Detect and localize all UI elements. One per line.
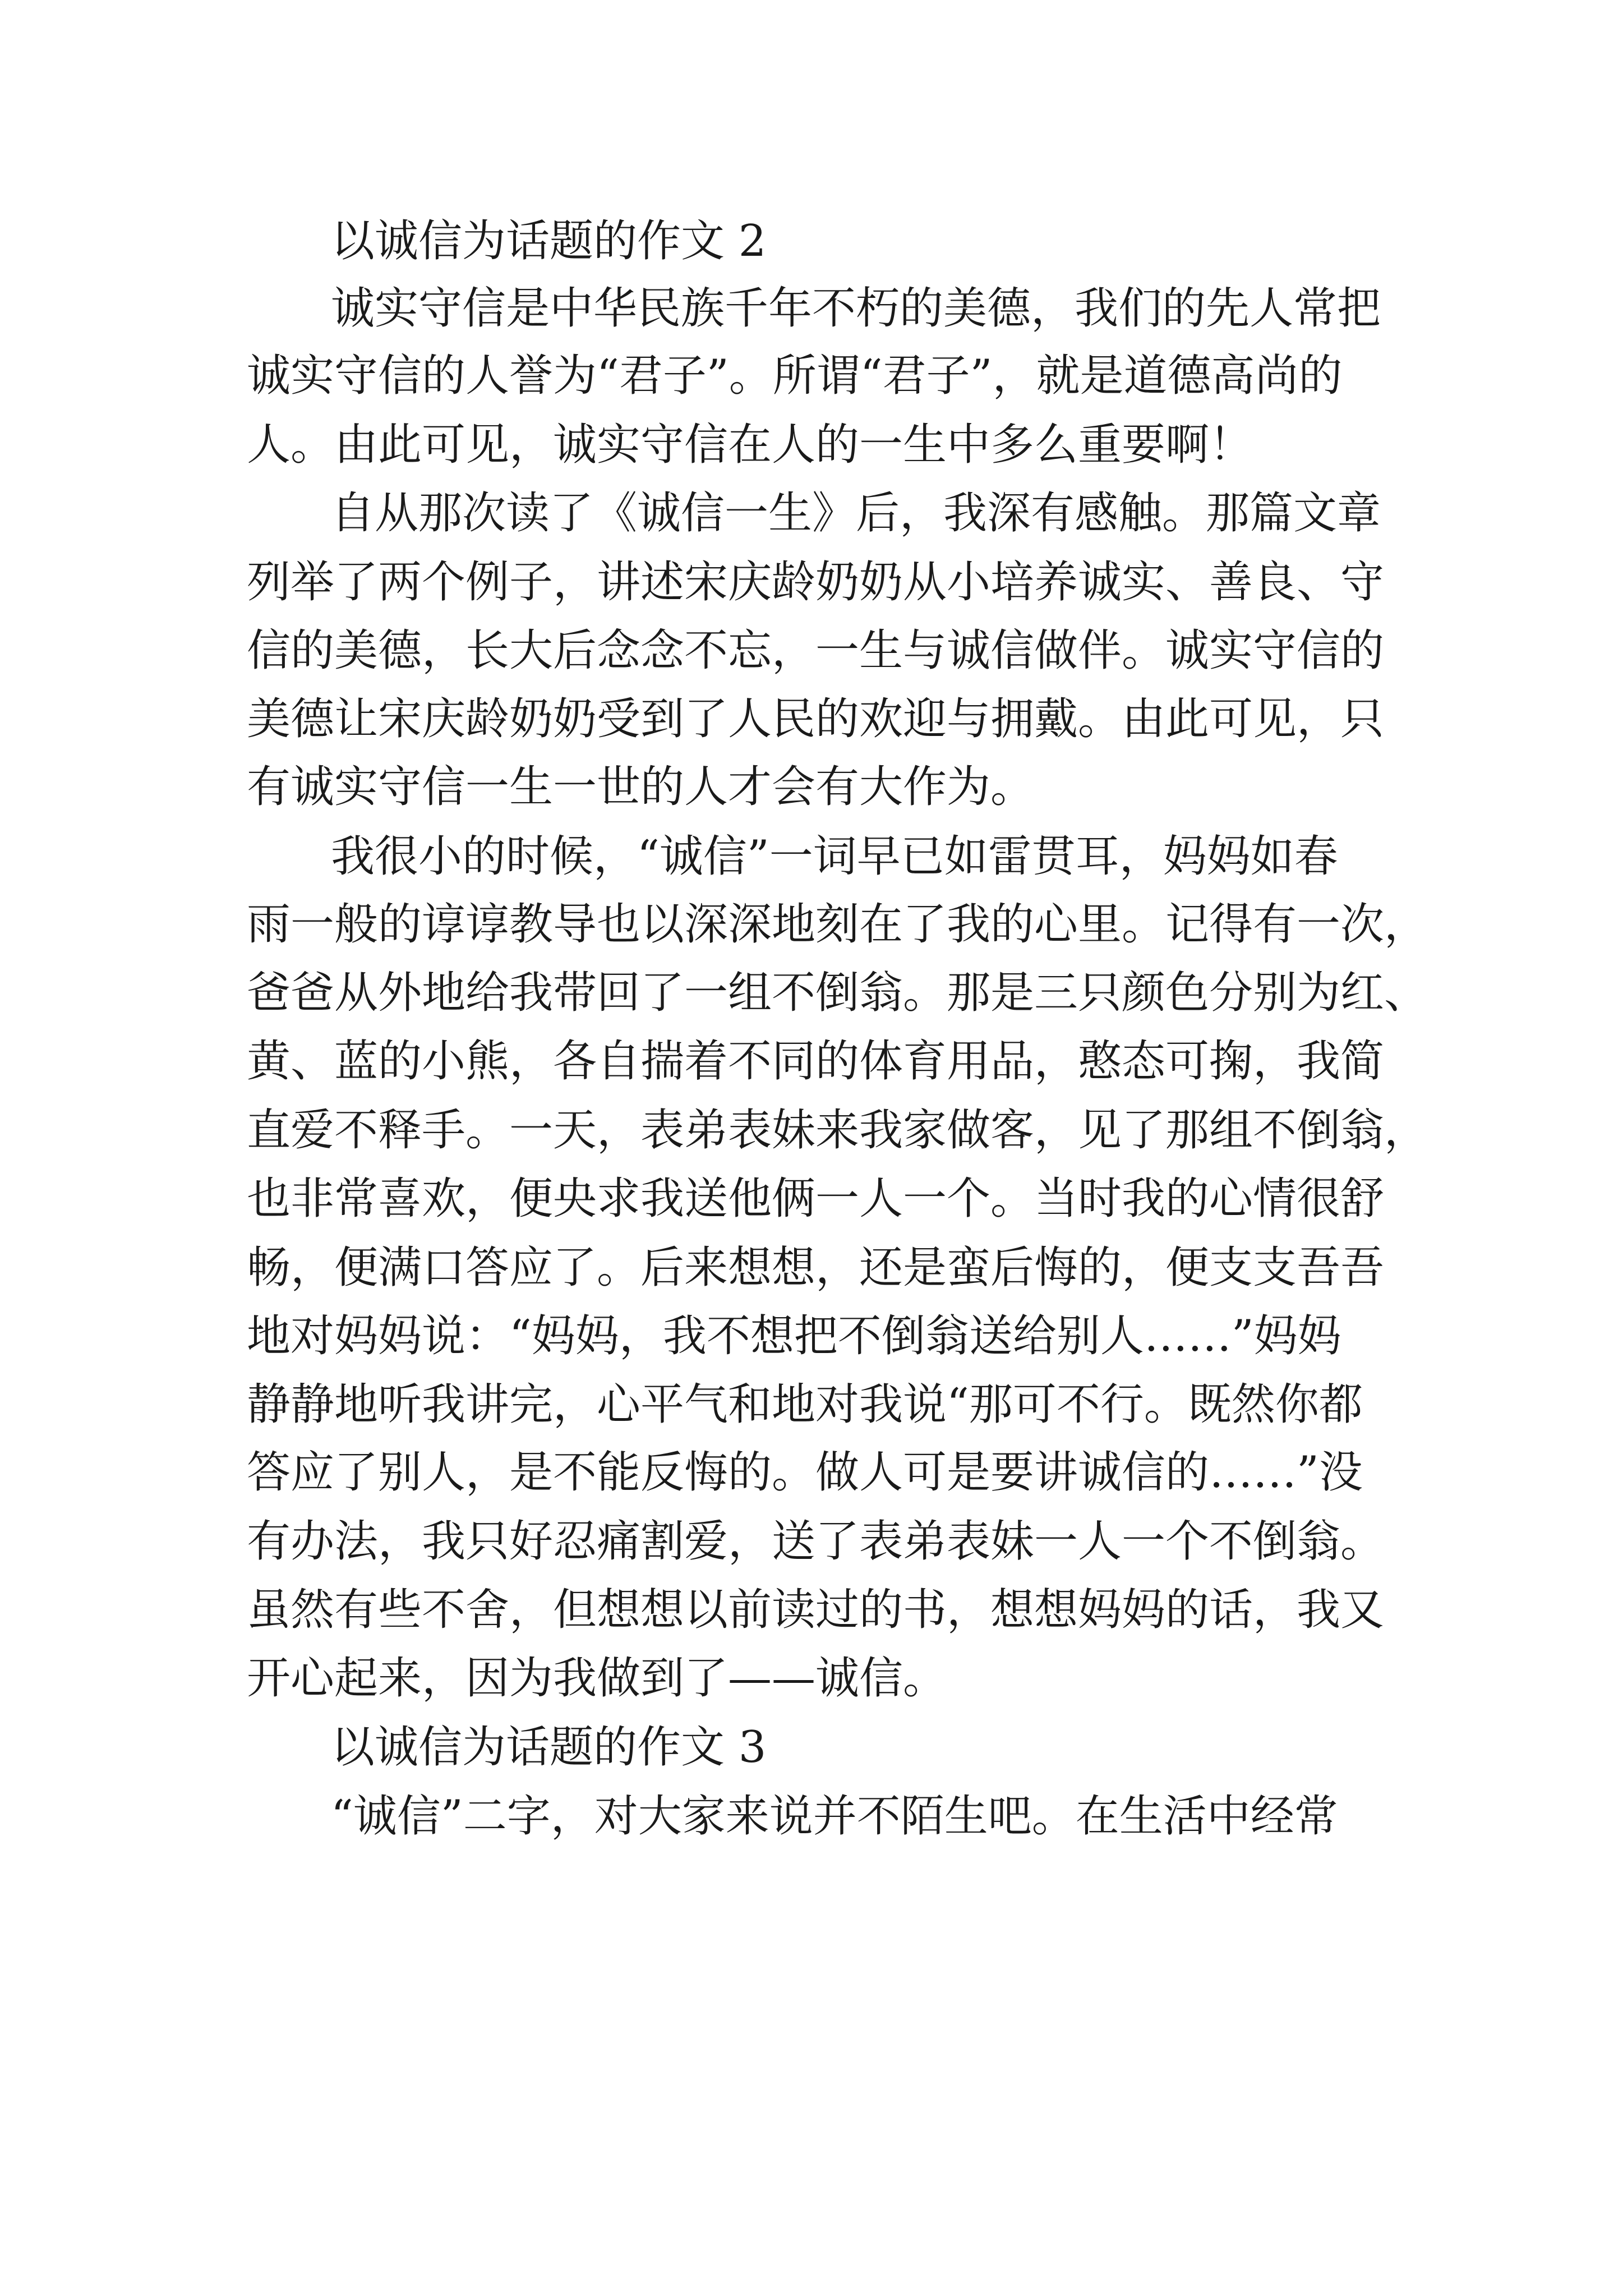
text-line: 畅，便满口答应了。后来想想，还是蛮后悔的，便支支吾吾 bbox=[247, 1243, 1385, 1293]
text-line: 列举了两个例子，讲述宋庆龄奶奶从小培养诚实、善良、守 bbox=[247, 557, 1385, 608]
text-line: 诚实守信是中华民族千年不朽的美德，我们的先人常把 bbox=[331, 283, 1381, 334]
text-line: 诚实守信的人誉为“君子”。所谓“君子”，就是道德高尚的 bbox=[247, 351, 1343, 401]
text-line: 有诚实守信一生一世的人才会有大作为。 bbox=[247, 762, 1035, 812]
text-line: 人。由此可见，诚实守信在人的一生中多么重要啊！ bbox=[247, 420, 1253, 470]
text-line: 黄、蓝的小熊，各自揣着不同的体育用品，憨态可掬，我简 bbox=[247, 1036, 1385, 1087]
text-line: 开心起来，因为我做到了——诚信。 bbox=[247, 1653, 947, 1704]
essay-heading: 以诚信为话题的作文 2 bbox=[331, 216, 767, 266]
text-line: 静静地听我讲完，心平气和地对我说“那可不行。既然你都 bbox=[247, 1379, 1363, 1430]
text-line: 有办法，我只好忍痛割爱，送了表弟表妹一人一个不倒翁。 bbox=[247, 1516, 1385, 1567]
text-line: 也非常喜欢，便央求我送他俩一人一个。当时我的心情很舒 bbox=[247, 1174, 1385, 1224]
text-line: 美德让宋庆龄奶奶受到了人民的欢迎与拥戴。由此可见，只 bbox=[247, 694, 1385, 744]
text-line: 直爱不释手。一天，表弟表妹来我家做客，见了那组不倒翁， bbox=[247, 1105, 1428, 1156]
essay-heading: 以诚信为话题的作文 3 bbox=[331, 1722, 767, 1773]
text-line: 虽然有些不舍，但想想以前读过的书，想想妈妈的话，我又 bbox=[247, 1585, 1385, 1635]
text-line: 地对妈妈说：“妈妈，我不想把不倒翁送给别人……”妈妈 bbox=[247, 1311, 1341, 1361]
text-line: 我很小的时候，“诚信”一词早已如雷贯耳，妈妈如春 bbox=[331, 831, 1338, 882]
text-line: 信的美德，长大后念念不忘，一生与诚信做伴。诚实守信的 bbox=[247, 625, 1385, 676]
text-line: 雨一般的谆谆教导也以深深地刻在了我的心里。记得有一次， bbox=[247, 899, 1428, 950]
text-line: 爸爸从外地给我带回了一组不倒翁。那是三只颜色分别为红、 bbox=[247, 968, 1428, 1018]
text-line: 答应了别人，是不能反悔的。做人可是要讲诚信的……”没 bbox=[247, 1447, 1363, 1498]
text-line: 自从那次读了《诚信一生》后，我深有感触。那篇文章 bbox=[331, 488, 1381, 539]
text-line: “诚信”二字，对大家来说并不陌生吧。在生活中经常 bbox=[331, 1791, 1338, 1842]
